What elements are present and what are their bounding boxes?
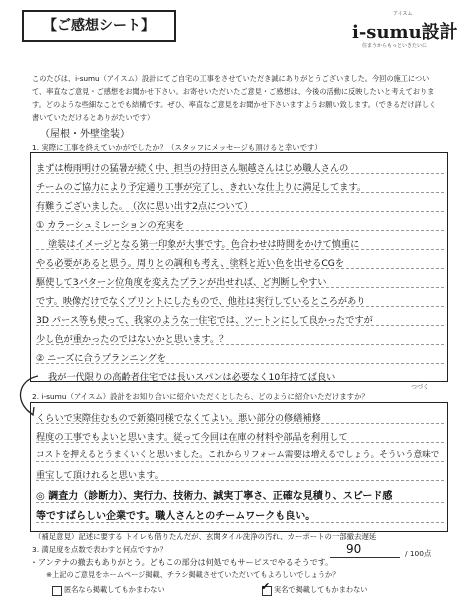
rule-line	[36, 461, 444, 462]
q1-line: 我が一代限りの高齢者住宅では長いスパンは必要なく10年持てば良い	[48, 372, 336, 383]
anonymous-option-label: 匿名なら掲載してもかまわない	[64, 585, 165, 594]
q3-note: ・アンテナの撤去もありがとう。どもこの部分は何処でもサービスでやるそうです。	[30, 558, 334, 567]
q3-label: 3. 満足度を点数で表わすと何点ですか？	[32, 545, 168, 554]
realname-option-label: 実名で掲載してもかまわない	[274, 585, 368, 594]
q1-line: チームのご協力により予定通り工事が完了し、きれいな仕上りに満足してます。	[36, 182, 367, 193]
consent-question: ※上記のご意見をホームページ掲載、チラシ掲載させていただいてもよろしいでしょうか？	[46, 570, 340, 579]
q1-line: やる必要があると思う。周りとの調和も考え、塗料と近い色を出せるCGを	[36, 258, 345, 269]
company-logo: i-sumu設計	[352, 22, 458, 43]
score-underline	[330, 557, 400, 558]
q1-line: まずは梅雨明けの猛暑が続く中、担当の持田さん堀越さんはじめ職人さんの	[36, 163, 349, 174]
q1-line: ② ニーズに合うプランニングを	[36, 353, 166, 364]
q2-supplement: （補足意見）記述に要する トイレも借りたんだが、玄関タイル洗浄の汚れ、カーポートの一部撤去遅延	[34, 532, 377, 541]
continued-note: つづく	[411, 384, 430, 391]
rule-line	[36, 522, 444, 523]
q2-line: くらいで実際住むもので新築同様でなくてよい。悪い部分の修繕補修	[36, 413, 321, 424]
sheet-title: 【ご感想シート】	[22, 10, 176, 42]
intro-text: このたびは、i-sumu（アイスム）設計にてご自宅の工事をさせていただき誠にありがとうございました。今回の施工について、率直なご意見・ご感想をお聞かせ下さい。お寄せいただいたご意見・ご感想は、今後の活動に反映したいと考えております。どのような些細なことでも結構です。ぜひ、率直なご意見をお聞かせ下さいますようお願い致します。（できるだけ詳しく書いていただけるとありがたいです）	[32, 74, 437, 122]
q1-line: 少し色が重かったのではないかと思います。？	[36, 334, 229, 345]
q2-line: コストを押えるとうまくいくと思いました。これからリフォーム需要は増えるでしょう。そういう意味で	[36, 450, 440, 460]
score-max: / 100点	[405, 549, 432, 558]
q1-line: です。映像だけでなくプリントにしたもので、他社は実行しているところがあり	[36, 296, 366, 307]
check-mark-icon: ✔	[261, 580, 271, 593]
q2-label: 2. i-sumu（アイスム）設計をお知り合いに紹介いただくとしたら、どのように紹介いただけますか？	[32, 392, 369, 401]
q2-line: 程度の工事でもよいと思います。従って今回は在庫の材料や部品を利用して	[36, 432, 348, 443]
q2-line: ◎ 調査力（診断力）、実行力、技術力、誠実丁寧さ、正確な見積り、スピード感	[36, 491, 393, 502]
q1-line: 駆使して3パターン位角度を変えたプランが出せれば、ど判断しやすい	[36, 277, 327, 288]
q2-line: 重宝して頂けれると思います。	[36, 470, 164, 481]
q1-line: 塗装はイメージとなる第一印象が大事です。色合わせは時間をかけて慎重に	[48, 239, 360, 250]
logo-ruby: アイスム	[393, 11, 413, 17]
q2-line: 等ですばらしい企業です。職人さんとのチームワークも良い。	[36, 511, 316, 522]
anonymous-checkbox[interactable]	[52, 586, 62, 596]
q1-label: 1. 実際に工事を終えていかがでしたか？（スタッフにメッセージも頂けると幸いです）	[32, 143, 322, 152]
q1-line: ① カラーシュミレーションの充実を	[36, 220, 185, 231]
q1-line: 3D パース等も使って、我家のような一住宅では、ツートンにして良かったですが	[36, 315, 373, 326]
logo-tagline: 住まうからもっといきたいに	[362, 43, 428, 49]
rule-line	[36, 502, 444, 503]
satisfaction-score: 90	[346, 542, 362, 556]
construction-type: （屋根・外壁塗装）	[40, 129, 130, 140]
q1-line: 有難うございました。 （次に思い出す2点について）	[36, 201, 253, 212]
